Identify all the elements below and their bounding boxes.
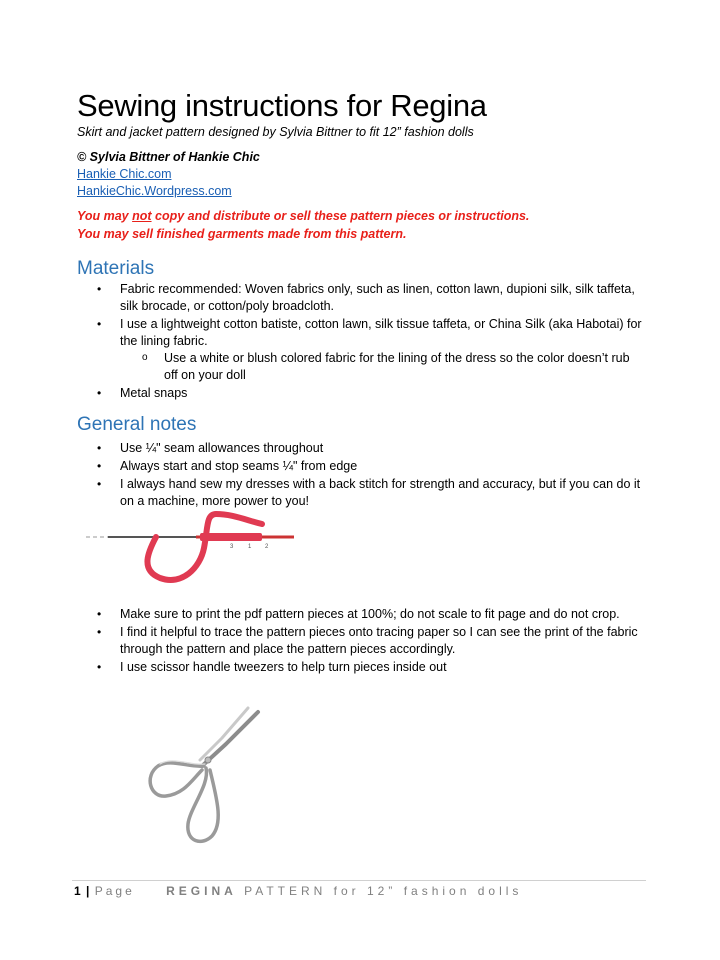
footer-separator: | [86,884,90,898]
sub-list-item: o Use a white or blush colored fabric for the lining of the dress so the color doesn’t rub off on your doll [120,350,642,384]
warning-emphasis: not [132,209,152,223]
hankie-chic-link[interactable]: Hankie Chic.com [77,167,172,181]
list-item: • Use ¼" seam allowances throughout [0,440,720,457]
scissor-tweezers-image [130,700,280,855]
backstitch-diagram [64,508,304,588]
list-item: • I find it helpful to trace the pattern pieces onto tracing paper so I can see the print of the fabric through the pattern and place the pattern pieces accordingly. [0,624,720,658]
materials-sublist [120,350,642,384]
stitch-segment [200,533,262,541]
materials-list [0,281,720,403]
page-footer [74,884,522,898]
list-item: • Metal snaps [0,385,720,402]
copyright-line: © Sylvia Bittner of Hankie Chic [77,150,260,164]
footer-rule [72,880,646,881]
list-item: • I use scissor handle tweezers to help turn pieces inside out [0,659,720,676]
stitch-label-2: 2 [265,544,269,550]
warning-line-2: You may sell finished garments made from this pattern. [77,227,407,241]
page-number: 1 [74,884,81,898]
page-title: Sewing instructions for Regina [77,88,487,123]
running-title: REGINA PATTERN for 12” fashion dolls [166,884,523,898]
page-word: Page [94,884,135,898]
stitch-label-3: 3 [230,544,234,550]
materials-heading: Materials [77,258,155,279]
list-item: • Always start and stop seams ¼" from edge [0,458,720,475]
general-notes-list-1 [0,440,720,511]
list-item: • I always hand sew my dresses with a back stitch for strength and accuracy, but if you can do it on a machine, more power to you! [0,476,720,510]
wordpress-link[interactable]: HankieChic.Wordpress.com [77,184,232,198]
thread-loop [147,514,262,580]
list-item: • I use a lightweight cotton batiste, cotton lawn, silk tissue taffeta, or China Silk (aka Habotai) for the lining fabric. o Use a white or blush colored fabric for the lining of the dress so the color doesn’t rub off on your doll [0,316,720,384]
general-notes-heading: General notes [77,414,197,435]
warning-line-1: You may not copy and distribute or sell these pattern pieces or instructions. [77,209,530,223]
general-notes-list-2 [0,606,720,677]
list-item: • Make sure to print the pdf pattern pieces at 100%; do not scale to fit page and do not crop. [0,606,720,623]
subtitle: Skirt and jacket pattern designed by Sylvia Bittner to fit 12” fashion dolls [77,125,474,139]
list-item: • Fabric recommended: Woven fabrics only, such as linen, cotton lawn, dupioni silk, silk taffeta, silk brocade, or cotton/poly broadcloth. [0,281,720,315]
stitch-label-1: 1 [248,544,252,550]
